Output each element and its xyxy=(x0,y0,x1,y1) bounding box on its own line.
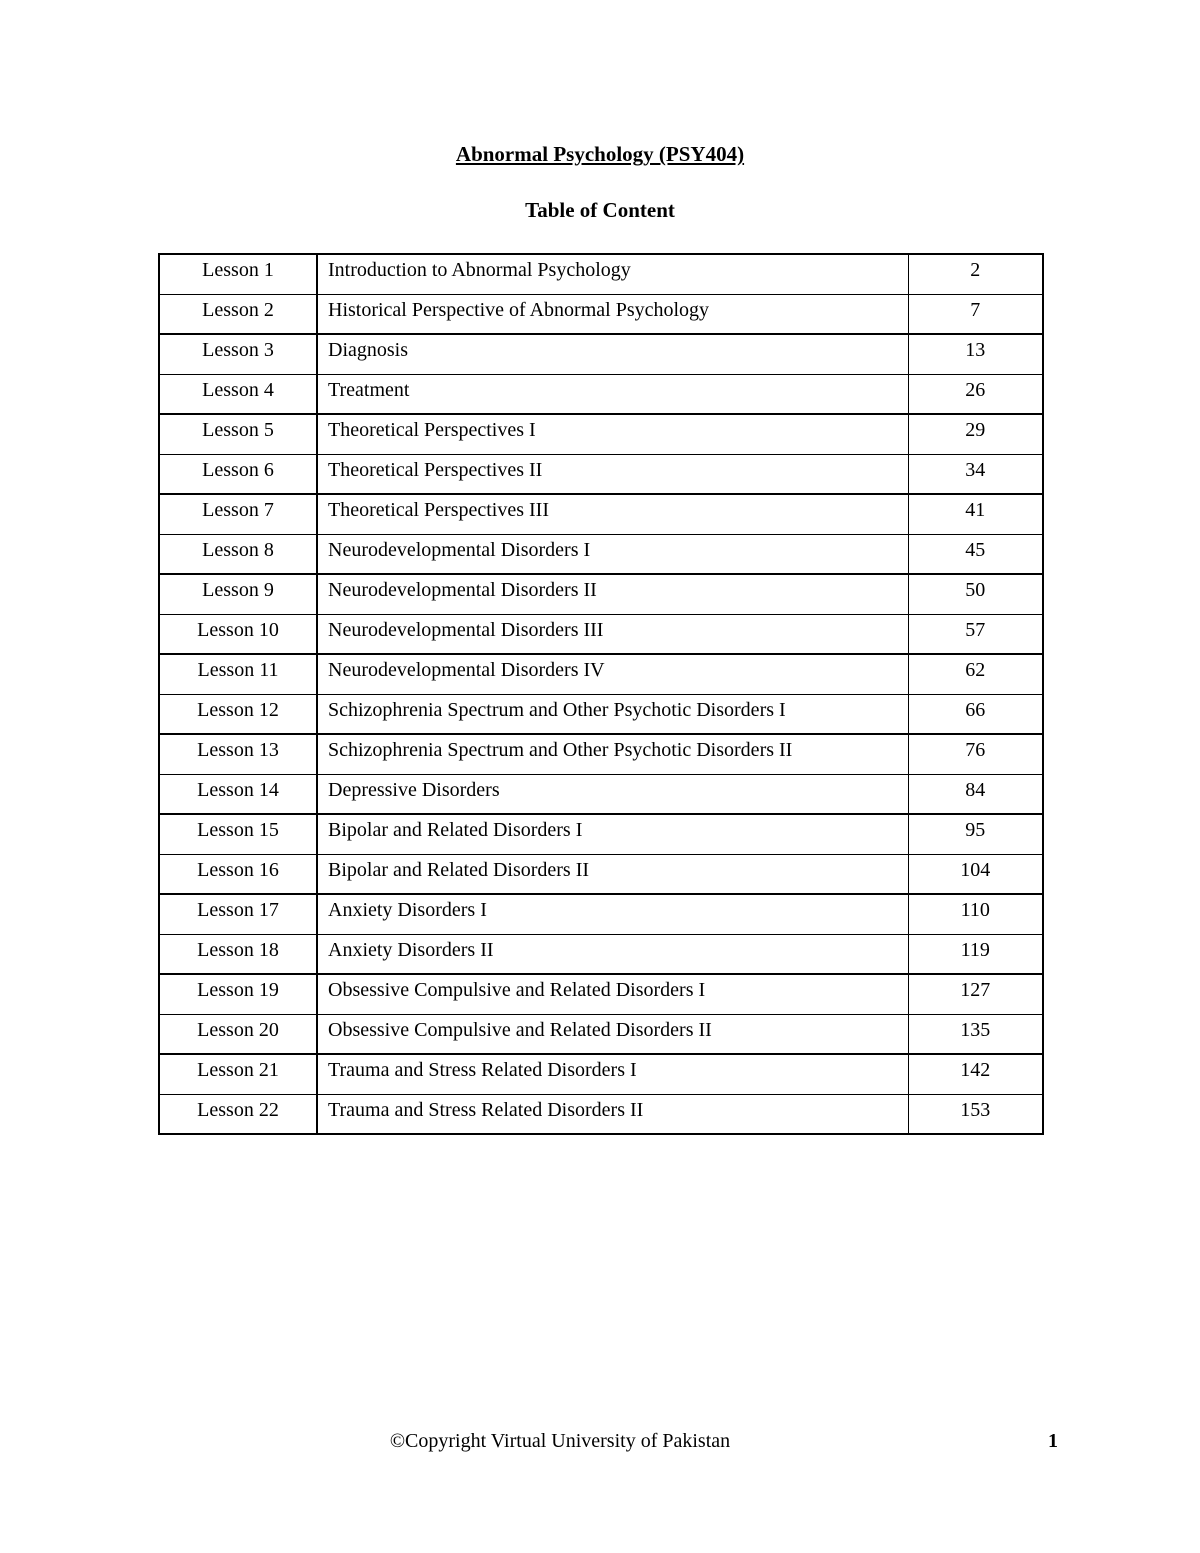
lesson-number-cell: Lesson 17 xyxy=(159,894,317,934)
page-number-cell: 110 xyxy=(908,894,1043,934)
lesson-title-cell: Neurodevelopmental Disorders I xyxy=(317,534,908,574)
table-row xyxy=(159,254,1043,294)
lesson-title-cell: Theoretical Perspectives II xyxy=(317,454,908,494)
lesson-title-cell: Bipolar and Related Disorders I xyxy=(317,814,908,854)
table-row xyxy=(159,574,1043,614)
lesson-number-cell: Lesson 20 xyxy=(159,1014,317,1054)
table-row xyxy=(159,614,1043,654)
page-number-cell: 34 xyxy=(908,454,1043,494)
page-number-cell: 66 xyxy=(908,694,1043,734)
page-number-cell: 57 xyxy=(908,614,1043,654)
lesson-title-cell: Anxiety Disorders I xyxy=(317,894,908,934)
lesson-title-cell: Schizophrenia Spectrum and Other Psychotic Disorders II xyxy=(317,734,908,774)
page-number-cell: 13 xyxy=(908,334,1043,374)
lesson-title-cell: Theoretical Perspectives I xyxy=(317,414,908,454)
lesson-number-cell: Lesson 7 xyxy=(159,494,317,534)
lesson-title-cell: Treatment xyxy=(317,374,908,414)
toc-heading: Table of Content xyxy=(525,198,675,222)
table-row xyxy=(159,934,1043,974)
table-row xyxy=(159,894,1043,934)
table-row xyxy=(159,414,1043,454)
lesson-title-cell: Trauma and Stress Related Disorders II xyxy=(317,1094,908,1134)
lesson-number-cell: Lesson 8 xyxy=(159,534,317,574)
page-number-cell: 29 xyxy=(908,414,1043,454)
lesson-number-cell: Lesson 22 xyxy=(159,1094,317,1134)
page-number-cell: 135 xyxy=(908,1014,1043,1054)
page-number-cell: 26 xyxy=(908,374,1043,414)
lesson-number-cell: Lesson 10 xyxy=(159,614,317,654)
lesson-title-cell: Introduction to Abnormal Psychology xyxy=(317,254,908,294)
lesson-number-cell: Lesson 6 xyxy=(159,454,317,494)
lesson-number-cell: Lesson 15 xyxy=(159,814,317,854)
lesson-number-cell: Lesson 1 xyxy=(159,254,317,294)
lesson-title-cell: Bipolar and Related Disorders II xyxy=(317,854,908,894)
lesson-number-cell: Lesson 21 xyxy=(159,1054,317,1094)
table-row xyxy=(159,494,1043,534)
table-row xyxy=(159,694,1043,734)
table-row xyxy=(159,854,1043,894)
lesson-number-cell: Lesson 12 xyxy=(159,694,317,734)
page-number-cell: 2 xyxy=(908,254,1043,294)
table-row xyxy=(159,654,1043,694)
table-row xyxy=(159,334,1043,374)
table-row xyxy=(159,534,1043,574)
lesson-title-cell: Obsessive Compulsive and Related Disorders II xyxy=(317,1014,908,1054)
lesson-title-cell: Neurodevelopmental Disorders III xyxy=(317,614,908,654)
lesson-title-cell: Anxiety Disorders II xyxy=(317,934,908,974)
lesson-title-cell: Neurodevelopmental Disorders II xyxy=(317,574,908,614)
lesson-number-cell: Lesson 13 xyxy=(159,734,317,774)
lesson-title-cell: Trauma and Stress Related Disorders I xyxy=(317,1054,908,1094)
table-row xyxy=(159,374,1043,414)
page-number: 1 xyxy=(1048,1430,1058,1452)
page-number-cell: 7 xyxy=(908,294,1043,334)
page-number-cell: 45 xyxy=(908,534,1043,574)
lesson-number-cell: Lesson 19 xyxy=(159,974,317,1014)
table-of-contents xyxy=(158,253,1044,1135)
table-row xyxy=(159,1054,1043,1094)
page-number-cell: 84 xyxy=(908,774,1043,814)
page-number-cell: 50 xyxy=(908,574,1043,614)
copyright-notice: ©Copyright Virtual University of Pakistan xyxy=(389,1430,731,1452)
page-number-cell: 41 xyxy=(908,494,1043,534)
page-number-cell: 119 xyxy=(908,934,1043,974)
lesson-number-cell: Lesson 18 xyxy=(159,934,317,974)
table-row xyxy=(159,294,1043,334)
lesson-number-cell: Lesson 9 xyxy=(159,574,317,614)
page-number-cell: 76 xyxy=(908,734,1043,774)
table-row xyxy=(159,974,1043,1014)
toc-body xyxy=(159,254,1043,1134)
lesson-number-cell: Lesson 14 xyxy=(159,774,317,814)
lesson-title-cell: Obsessive Compulsive and Related Disorders I xyxy=(317,974,908,1014)
lesson-title-cell: Diagnosis xyxy=(317,334,908,374)
lesson-number-cell: Lesson 3 xyxy=(159,334,317,374)
lesson-title-cell: Depressive Disorders xyxy=(317,774,908,814)
table-row xyxy=(159,1014,1043,1054)
table-row xyxy=(159,734,1043,774)
lesson-title-cell: Schizophrenia Spectrum and Other Psychotic Disorders I xyxy=(317,694,908,734)
lesson-number-cell: Lesson 5 xyxy=(159,414,317,454)
page-number-cell: 62 xyxy=(908,654,1043,694)
page-number-cell: 104 xyxy=(908,854,1043,894)
lesson-title-cell: Neurodevelopmental Disorders IV xyxy=(317,654,908,694)
lesson-title-cell: Theoretical Perspectives III xyxy=(317,494,908,534)
table-row xyxy=(159,814,1043,854)
page-number-cell: 127 xyxy=(908,974,1043,1014)
lesson-title-cell: Historical Perspective of Abnormal Psychology xyxy=(317,294,908,334)
page-number-cell: 153 xyxy=(908,1094,1043,1134)
table-row xyxy=(159,774,1043,814)
lesson-number-cell: Lesson 2 xyxy=(159,294,317,334)
lesson-number-cell: Lesson 11 xyxy=(159,654,317,694)
page-number-cell: 95 xyxy=(908,814,1043,854)
table-row xyxy=(159,454,1043,494)
table-row xyxy=(159,1094,1043,1134)
lesson-number-cell: Lesson 16 xyxy=(159,854,317,894)
lesson-number-cell: Lesson 4 xyxy=(159,374,317,414)
document-title: Abnormal Psychology (PSY404) xyxy=(455,142,745,166)
page-number-cell: 142 xyxy=(908,1054,1043,1094)
